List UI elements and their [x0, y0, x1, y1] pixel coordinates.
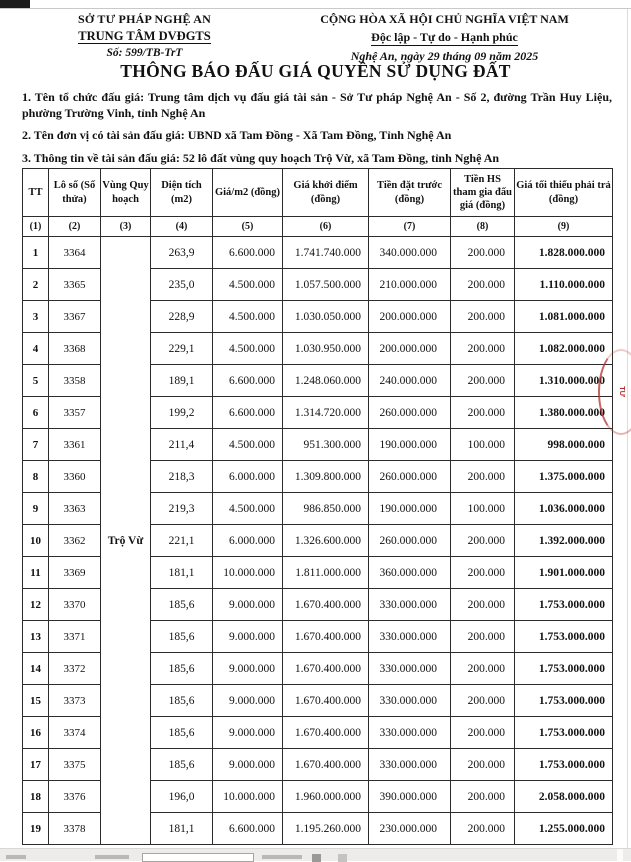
- cell-area: 199,2: [151, 397, 213, 429]
- cell-lot-number: 3373: [49, 685, 101, 717]
- column-index-4: (4): [151, 217, 213, 237]
- cell-price-per-m2: 9.000.000: [213, 749, 283, 781]
- cell-deposit: 190.000.000: [369, 493, 451, 525]
- cell-deposit: 210.000.000: [369, 269, 451, 301]
- cell-minimum-price: 1.753.000.000: [515, 653, 613, 685]
- national-title: CỘNG HÒA XÃ HỘI CHỦ NGHĨA VIỆT NAM: [320, 12, 569, 26]
- page-right-edge: [627, 9, 628, 861]
- cell-deposit: 200.000.000: [369, 333, 451, 365]
- issuer-block: [22, 12, 267, 64]
- cell-tt: 11: [23, 557, 49, 589]
- cell-starting-price: 1.326.600.000: [283, 525, 369, 557]
- cell-price-per-m2: 4.500.000: [213, 493, 283, 525]
- cell-lot-number: 3370: [49, 589, 101, 621]
- cell-tt: 17: [23, 749, 49, 781]
- cell-participation-fee: 200.000: [451, 685, 515, 717]
- national-motto: Độc lập - Tự do - Hạnh phúc: [371, 30, 518, 44]
- cell-deposit: 260.000.000: [369, 525, 451, 557]
- cell-price-per-m2: 9.000.000: [213, 685, 283, 717]
- cell-starting-price: 986.850.000: [283, 493, 369, 525]
- cell-tt: 15: [23, 685, 49, 717]
- cell-price-per-m2: 10.000.000: [213, 557, 283, 589]
- cell-minimum-price: 1.036.000.000: [515, 493, 613, 525]
- column-header-4: Diện tích (m2): [151, 169, 213, 217]
- cell-tt: 2: [23, 269, 49, 301]
- cell-price-per-m2: 4.500.000: [213, 333, 283, 365]
- cell-participation-fee: 200.000: [451, 749, 515, 781]
- cell-participation-fee: 200.000: [451, 717, 515, 749]
- cell-price-per-m2: 9.000.000: [213, 621, 283, 653]
- cell-price-per-m2: 4.500.000: [213, 429, 283, 461]
- cell-deposit: 340.000.000: [369, 237, 451, 269]
- cell-minimum-price: 998.000.000: [515, 429, 613, 461]
- cell-deposit: 330.000.000: [369, 589, 451, 621]
- issuer-org: TRUNG TÂM DVĐGTS: [78, 29, 211, 43]
- cell-participation-fee: 100.000: [451, 429, 515, 461]
- cell-lot-number: 3376: [49, 781, 101, 813]
- cell-lot-number: 3368: [49, 333, 101, 365]
- toolbar-label: [95, 855, 129, 859]
- cell-area: 189,1: [151, 365, 213, 397]
- cell-area: 263,9: [151, 237, 213, 269]
- cell-lot-number: 3365: [49, 269, 101, 301]
- cell-starting-price: 1.960.000.000: [283, 781, 369, 813]
- cell-planning-region: Trộ Vừ: [101, 237, 151, 845]
- cell-price-per-m2: 10.000.000: [213, 781, 283, 813]
- national-heading-block: [277, 12, 612, 64]
- column-header-5: Giá/m2 (đồng): [213, 169, 283, 217]
- cell-lot-number: 3362: [49, 525, 101, 557]
- cell-deposit: 390.000.000: [369, 781, 451, 813]
- cell-starting-price: 1.670.400.000: [283, 717, 369, 749]
- cell-minimum-price: 1.901.000.000: [515, 557, 613, 589]
- cell-starting-price: 1.670.400.000: [283, 653, 369, 685]
- cell-area: 221,1: [151, 525, 213, 557]
- cell-price-per-m2: 6.600.000: [213, 365, 283, 397]
- cell-minimum-price: 1.392.000.000: [515, 525, 613, 557]
- cell-area: 218,3: [151, 461, 213, 493]
- cell-minimum-price: 1.081.000.000: [515, 301, 613, 333]
- column-header-7: Tiền đặt trước (đồng): [369, 169, 451, 217]
- cell-participation-fee: 200.000: [451, 781, 515, 813]
- cell-participation-fee: 200.000: [451, 397, 515, 429]
- cell-tt: 12: [23, 589, 49, 621]
- cell-area: 185,6: [151, 717, 213, 749]
- cell-area: 185,6: [151, 653, 213, 685]
- cell-minimum-price: 1.753.000.000: [515, 685, 613, 717]
- column-index-9: (9): [515, 217, 613, 237]
- cell-minimum-price: 1.828.000.000: [515, 237, 613, 269]
- date-line: Nghệ An, ngày 29 tháng 09 năm 2025: [350, 49, 539, 63]
- cell-starting-price: 1.670.400.000: [283, 749, 369, 781]
- scan-corner-mark: [0, 0, 30, 8]
- cell-area: 185,6: [151, 685, 213, 717]
- cell-starting-price: 1.309.800.000: [283, 461, 369, 493]
- cell-participation-fee: 200.000: [451, 557, 515, 589]
- cell-lot-number: 3375: [49, 749, 101, 781]
- cell-area: 211,4: [151, 429, 213, 461]
- cell-deposit: 200.000.000: [369, 301, 451, 333]
- cell-starting-price: 1.314.720.000: [283, 397, 369, 429]
- cell-starting-price: 1.670.400.000: [283, 621, 369, 653]
- cell-area: 185,6: [151, 749, 213, 781]
- cell-starting-price: 951.300.000: [283, 429, 369, 461]
- table-body: [23, 237, 613, 845]
- column-index-7: (7): [369, 217, 451, 237]
- cell-lot-number: 3372: [49, 653, 101, 685]
- cell-lot-number: 3360: [49, 461, 101, 493]
- cell-tt: 4: [23, 333, 49, 365]
- stamp-text: TƯ: [617, 386, 627, 397]
- cell-minimum-price: 1.310.000.000: [515, 365, 613, 397]
- column-index-1: (1): [23, 217, 49, 237]
- column-header-9: Giá tối thiểu phải trả (đồng): [515, 169, 613, 217]
- cell-area: 181,1: [151, 813, 213, 845]
- paragraph-asset-owner: 2. Tên đơn vị có tài sản đấu giá: UBND xã Tam Đồng - Xã Tam Đồng, Tỉnh Nghệ An: [22, 128, 452, 143]
- intro-paragraphs: [22, 90, 612, 173]
- cell-area: 229,1: [151, 333, 213, 365]
- cell-starting-price: 1.030.950.000: [283, 333, 369, 365]
- cell-price-per-m2: 4.500.000: [213, 269, 283, 301]
- cell-tt: 1: [23, 237, 49, 269]
- cell-starting-price: 1.811.000.000: [283, 557, 369, 589]
- cell-price-per-m2: 9.000.000: [213, 589, 283, 621]
- paragraph-asset-info: 3. Thông tin về tài sản đấu giá: 52 lô đất vùng quy hoạch Trộ Vừ, xã Tam Đồng, tỉnh Nghệ An: [22, 150, 500, 165]
- cell-lot-number: 3367: [49, 301, 101, 333]
- cell-lot-number: 3378: [49, 813, 101, 845]
- cell-tt: 13: [23, 621, 49, 653]
- cell-participation-fee: 200.000: [451, 461, 515, 493]
- cell-tt: 14: [23, 653, 49, 685]
- cell-participation-fee: 200.000: [451, 365, 515, 397]
- cell-participation-fee: 200.000: [451, 333, 515, 365]
- cell-lot-number: 3374: [49, 717, 101, 749]
- cell-tt: 5: [23, 365, 49, 397]
- auction-lots-table: [22, 168, 613, 845]
- cell-area: 196,0: [151, 781, 213, 813]
- cell-starting-price: 1.195.260.000: [283, 813, 369, 845]
- cell-lot-number: 3363: [49, 493, 101, 525]
- cell-deposit: 330.000.000: [369, 685, 451, 717]
- cell-price-per-m2: 6.000.000: [213, 461, 283, 493]
- column-index-5: (5): [213, 217, 283, 237]
- cell-price-per-m2: 6.600.000: [213, 237, 283, 269]
- cell-participation-fee: 200.000: [451, 525, 515, 557]
- cell-tt: 6: [23, 397, 49, 429]
- cell-starting-price: 1.057.500.000: [283, 269, 369, 301]
- cell-deposit: 230.000.000: [369, 813, 451, 845]
- column-index-6: (6): [283, 217, 369, 237]
- cell-price-per-m2: 6.000.000: [213, 525, 283, 557]
- cell-starting-price: 1.030.050.000: [283, 301, 369, 333]
- column-index-2: (2): [49, 217, 101, 237]
- cell-price-per-m2: 6.600.000: [213, 397, 283, 429]
- cell-minimum-price: 1.753.000.000: [515, 621, 613, 653]
- cell-minimum-price: 1.753.000.000: [515, 589, 613, 621]
- cell-minimum-price: 1.753.000.000: [515, 749, 613, 781]
- cell-deposit: 330.000.000: [369, 717, 451, 749]
- cell-tt: 7: [23, 429, 49, 461]
- cell-tt: 18: [23, 781, 49, 813]
- cell-lot-number: 3364: [49, 237, 101, 269]
- cell-price-per-m2: 9.000.000: [213, 653, 283, 685]
- column-header-8: Tiền HS tham gia đấu giá (đồng): [451, 169, 515, 217]
- cell-price-per-m2: 4.500.000: [213, 301, 283, 333]
- column-header-6: Giá khởi điểm (đồng): [283, 169, 369, 217]
- cell-minimum-price: 2.058.000.000: [515, 781, 613, 813]
- table-header: [23, 169, 613, 237]
- cell-lot-number: 3358: [49, 365, 101, 397]
- cell-starting-price: 1.248.060.000: [283, 365, 369, 397]
- column-header-2: Lô số (Số thửa): [49, 169, 101, 217]
- cell-tt: 3: [23, 301, 49, 333]
- column-index-3: (3): [101, 217, 151, 237]
- cell-participation-fee: 200.000: [451, 813, 515, 845]
- cell-deposit: 240.000.000: [369, 365, 451, 397]
- cell-minimum-price: 1.082.000.000: [515, 333, 613, 365]
- cell-tt: 19: [23, 813, 49, 845]
- table-row: [23, 237, 613, 269]
- cell-price-per-m2: 9.000.000: [213, 717, 283, 749]
- cell-deposit: 330.000.000: [369, 653, 451, 685]
- cell-tt: 9: [23, 493, 49, 525]
- cell-participation-fee: 200.000: [451, 301, 515, 333]
- cell-minimum-price: 1.255.000.000: [515, 813, 613, 845]
- cell-deposit: 260.000.000: [369, 397, 451, 429]
- cell-lot-number: 3369: [49, 557, 101, 589]
- cell-lot-number: 3361: [49, 429, 101, 461]
- cell-minimum-price: 1.110.000.000: [515, 269, 613, 301]
- cell-deposit: 360.000.000: [369, 557, 451, 589]
- document-number: Số: 599/TB-TrT: [106, 47, 183, 59]
- cell-lot-number: 3371: [49, 621, 101, 653]
- column-header-1: TT: [23, 169, 49, 217]
- cell-area: 235,0: [151, 269, 213, 301]
- cell-minimum-price: 1.753.000.000: [515, 717, 613, 749]
- cell-tt: 16: [23, 717, 49, 749]
- bottom-toolbar: [0, 848, 631, 861]
- cell-area: 219,3: [151, 493, 213, 525]
- column-header-3: Vùng Quy hoạch: [101, 169, 151, 217]
- cell-participation-fee: 200.000: [451, 589, 515, 621]
- cell-tt: 10: [23, 525, 49, 557]
- cell-deposit: 330.000.000: [369, 621, 451, 653]
- scan-top-edge: [0, 8, 631, 9]
- cell-area: 181,1: [151, 557, 213, 589]
- cell-starting-price: 1.741.740.000: [283, 237, 369, 269]
- page-title: THÔNG BÁO ĐẤU GIÁ QUYỀN SỬ DỤNG ĐẤT: [120, 61, 511, 81]
- cell-starting-price: 1.670.400.000: [283, 589, 369, 621]
- column-index-8: (8): [451, 217, 515, 237]
- cell-participation-fee: 200.000: [451, 237, 515, 269]
- toolbar-scroll-corner: [617, 849, 623, 862]
- cell-tt: 8: [23, 461, 49, 493]
- cell-lot-number: 3357: [49, 397, 101, 429]
- cell-area: 185,6: [151, 621, 213, 653]
- issuer-parent-org: SỞ TƯ PHÁP NGHỆ AN: [78, 12, 211, 26]
- cell-minimum-price: 1.380.000.000: [515, 397, 613, 429]
- cell-participation-fee: 100.000: [451, 493, 515, 525]
- document-header: [22, 12, 612, 64]
- toolbar-mark: [6, 855, 26, 859]
- cell-minimum-price: 1.375.000.000: [515, 461, 613, 493]
- cell-deposit: 260.000.000: [369, 461, 451, 493]
- cell-deposit: 190.000.000: [369, 429, 451, 461]
- cell-area: 185,6: [151, 589, 213, 621]
- cell-participation-fee: 200.000: [451, 269, 515, 301]
- cell-price-per-m2: 6.600.000: [213, 813, 283, 845]
- cell-starting-price: 1.670.400.000: [283, 685, 369, 717]
- cell-participation-fee: 200.000: [451, 653, 515, 685]
- cell-deposit: 330.000.000: [369, 749, 451, 781]
- toolbar-label-2: [262, 855, 302, 859]
- cell-area: 228,9: [151, 301, 213, 333]
- cell-participation-fee: 200.000: [451, 621, 515, 653]
- paragraph-auction-org: 1. Tên tổ chức đấu giá: Trung tâm dịch vụ đấu giá tài sản - Sở Tư pháp Nghệ An - Số 2, đường Trần Huy Liệu, phường Trường Vinh, tỉnh Nghệ An: [22, 90, 612, 120]
